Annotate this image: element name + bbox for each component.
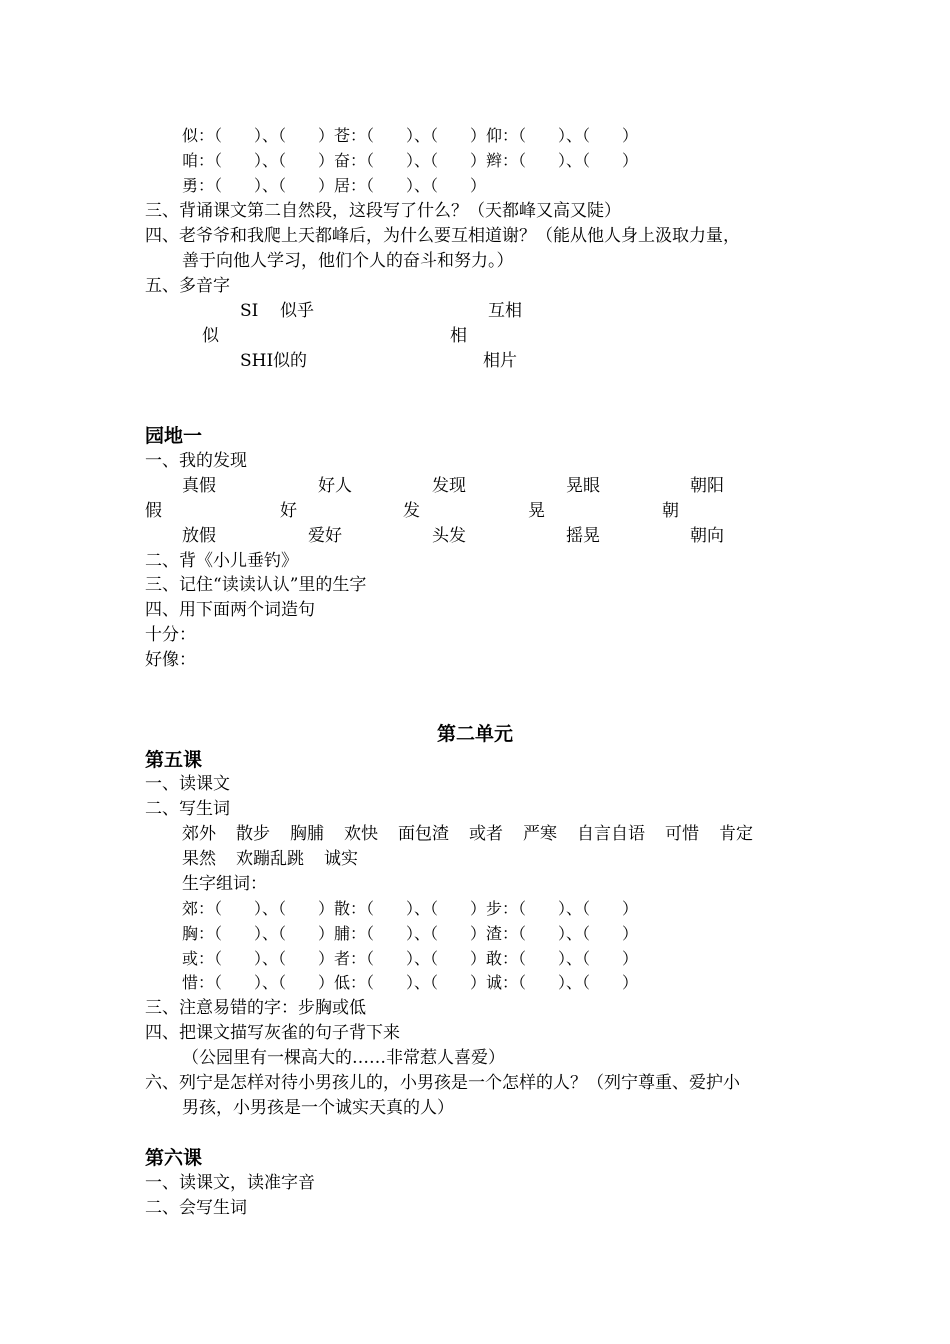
vocab-word: 严寒 bbox=[523, 824, 557, 844]
lesson5-q3: 三、注意易错的字：步胸或低 bbox=[145, 998, 366, 1018]
question-4-continued: 善于向他人学习，他们个人的奋斗和努力。） bbox=[182, 251, 514, 271]
pinyin-si: SI bbox=[240, 301, 259, 321]
section-title-lesson6: 第六课 bbox=[145, 1147, 203, 1169]
sentence-word: 好像： bbox=[145, 650, 196, 670]
discovery-word: 爱好 bbox=[308, 526, 342, 546]
lesson5-q2: 二、写生词 bbox=[145, 799, 230, 819]
discovery-word: 放假 bbox=[182, 526, 216, 546]
discovery-word: 发现 bbox=[432, 476, 466, 496]
question-3: 三、背诵课文第二自然段，这段写了什么？（天都峰又高又陡） bbox=[145, 201, 621, 221]
discovery-word: 真假 bbox=[182, 476, 216, 496]
word-sihu: 似乎 bbox=[280, 301, 314, 321]
vocab-word: 诚实 bbox=[324, 849, 358, 869]
char-group-row: 咱：（ ）、（ ）奋：（ ）、（ ）辫：（ ）、（ ） bbox=[182, 151, 639, 170]
vocab-line bbox=[182, 823, 753, 845]
polyphone-char-si: 似 bbox=[202, 326, 219, 346]
lesson5-q6-continued: 男孩，小男孩是一个诚实天真的人） bbox=[182, 1098, 454, 1118]
vocab-word: 欢蹦乱跳 bbox=[236, 849, 304, 869]
lesson5-q6: 六、列宁是怎样对待小男孩儿的，小男孩是一个怎样的人？（列宁尊重、爱护小 bbox=[145, 1073, 740, 1093]
section-title-garden1: 园地一 bbox=[145, 425, 203, 447]
unit-title: 第二单元 bbox=[436, 723, 513, 745]
discovery-char: 好 bbox=[280, 501, 297, 521]
discovery-word: 朝阳 bbox=[690, 476, 724, 496]
discovery-char: 发 bbox=[403, 501, 420, 521]
polyphone-char-xiang: 相 bbox=[450, 326, 467, 346]
discovery-char: 假 bbox=[145, 501, 162, 521]
lesson5-q4: 四、把课文描写灰雀的句子背下来 bbox=[145, 1023, 400, 1043]
question-4: 四、老爷爷和我爬上天都峰后，为什么要互相道谢？（能从他人身上汲取力量， bbox=[145, 226, 740, 246]
discovery-word: 好人 bbox=[318, 476, 352, 496]
char-group-row: 似：（ ）、（ ）苍：（ ）、（ ）仰：（ ）、（ ） bbox=[182, 126, 639, 145]
vocab-word: 肯定 bbox=[719, 824, 753, 844]
garden-q2: 二、背《小儿垂钓》 bbox=[145, 551, 298, 571]
discovery-word: 朝向 bbox=[690, 526, 724, 546]
garden-q3: 三、记住“读读认认”里的生字 bbox=[145, 575, 367, 595]
discovery-word: 晃眼 bbox=[566, 476, 600, 496]
section-title-lesson5: 第五课 bbox=[145, 749, 203, 771]
lesson5-q1: 一、读课文 bbox=[145, 774, 230, 794]
char-group-row: 或：（ ）、（ ）者：（ ）、（ ）敢：（ ）、（ ） bbox=[182, 949, 639, 968]
vocab-word: 郊外 bbox=[182, 824, 216, 844]
question-5: 五、多音字 bbox=[145, 276, 230, 296]
vocab-word: 胸脯 bbox=[290, 824, 324, 844]
word-shide: 似的 bbox=[273, 351, 307, 371]
pinyin-shi: SHI bbox=[240, 351, 274, 371]
vocab-word: 自言自语 bbox=[577, 824, 645, 844]
group-label: 生字组词： bbox=[182, 874, 267, 894]
vocab-word: 欢快 bbox=[344, 824, 378, 844]
discovery-word: 头发 bbox=[432, 526, 466, 546]
garden-q1: 一、我的发现 bbox=[145, 451, 247, 471]
vocab-word: 散步 bbox=[236, 824, 270, 844]
garden-q4: 四、用下面两个词造句 bbox=[145, 600, 315, 620]
word-huxiang: 互相 bbox=[488, 301, 522, 321]
lesson6-q2: 二、会写生词 bbox=[145, 1198, 247, 1218]
lesson5-q4-answer: （公园里有一棵高大的……非常惹人喜爱） bbox=[182, 1048, 505, 1068]
vocab-line bbox=[182, 848, 378, 870]
sentence-word: 十分： bbox=[145, 625, 196, 645]
discovery-char: 晃 bbox=[528, 501, 545, 521]
word-xiangpian: 相片 bbox=[483, 351, 517, 371]
vocab-word: 或者 bbox=[469, 824, 503, 844]
vocab-word: 面包渣 bbox=[398, 824, 449, 844]
char-group-row: 勇：（ ）、（ ）居：（ ）、（ ） bbox=[182, 176, 487, 195]
lesson6-q1: 一、读课文，读准字音 bbox=[145, 1173, 315, 1193]
char-group-row: 胸：（ ）、（ ）脯：（ ）、（ ）渣：（ ）、（ ） bbox=[182, 924, 639, 943]
char-group-row: 郊：（ ）、（ ）散：（ ）、（ ）步：（ ）、（ ） bbox=[182, 899, 639, 918]
discovery-word: 摇晃 bbox=[566, 526, 600, 546]
discovery-char: 朝 bbox=[662, 501, 679, 521]
vocab-word: 可惜 bbox=[665, 824, 699, 844]
char-group-row: 惜：（ ）、（ ）低：（ ）、（ ）诚：（ ）、（ ） bbox=[182, 973, 639, 992]
vocab-word: 果然 bbox=[182, 849, 216, 869]
